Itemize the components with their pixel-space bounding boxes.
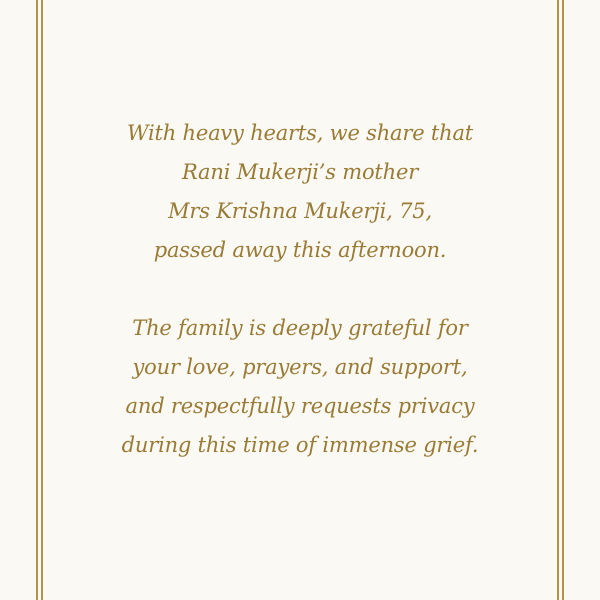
message-line: during this time of immense grief. (121, 433, 479, 457)
message-line: Rani Mukerji’s mother (181, 160, 419, 184)
message-line: The family is deeply grateful for (132, 316, 468, 340)
message-line: With heavy hearts, we share that (126, 121, 474, 145)
message-line: your love, prayers, and support, (132, 355, 468, 379)
announcement-paragraph (42, 114, 558, 270)
left-outer-border (36, 0, 38, 600)
condolence-message (42, 114, 558, 465)
message-line: Mrs Krishna Mukerji, 75, (168, 199, 432, 223)
gratitude-paragraph (42, 309, 558, 465)
message-line: and respectfully requests privacy (125, 394, 475, 418)
message-line: passed away this afternoon. (153, 238, 447, 262)
right-outer-border (562, 0, 564, 600)
